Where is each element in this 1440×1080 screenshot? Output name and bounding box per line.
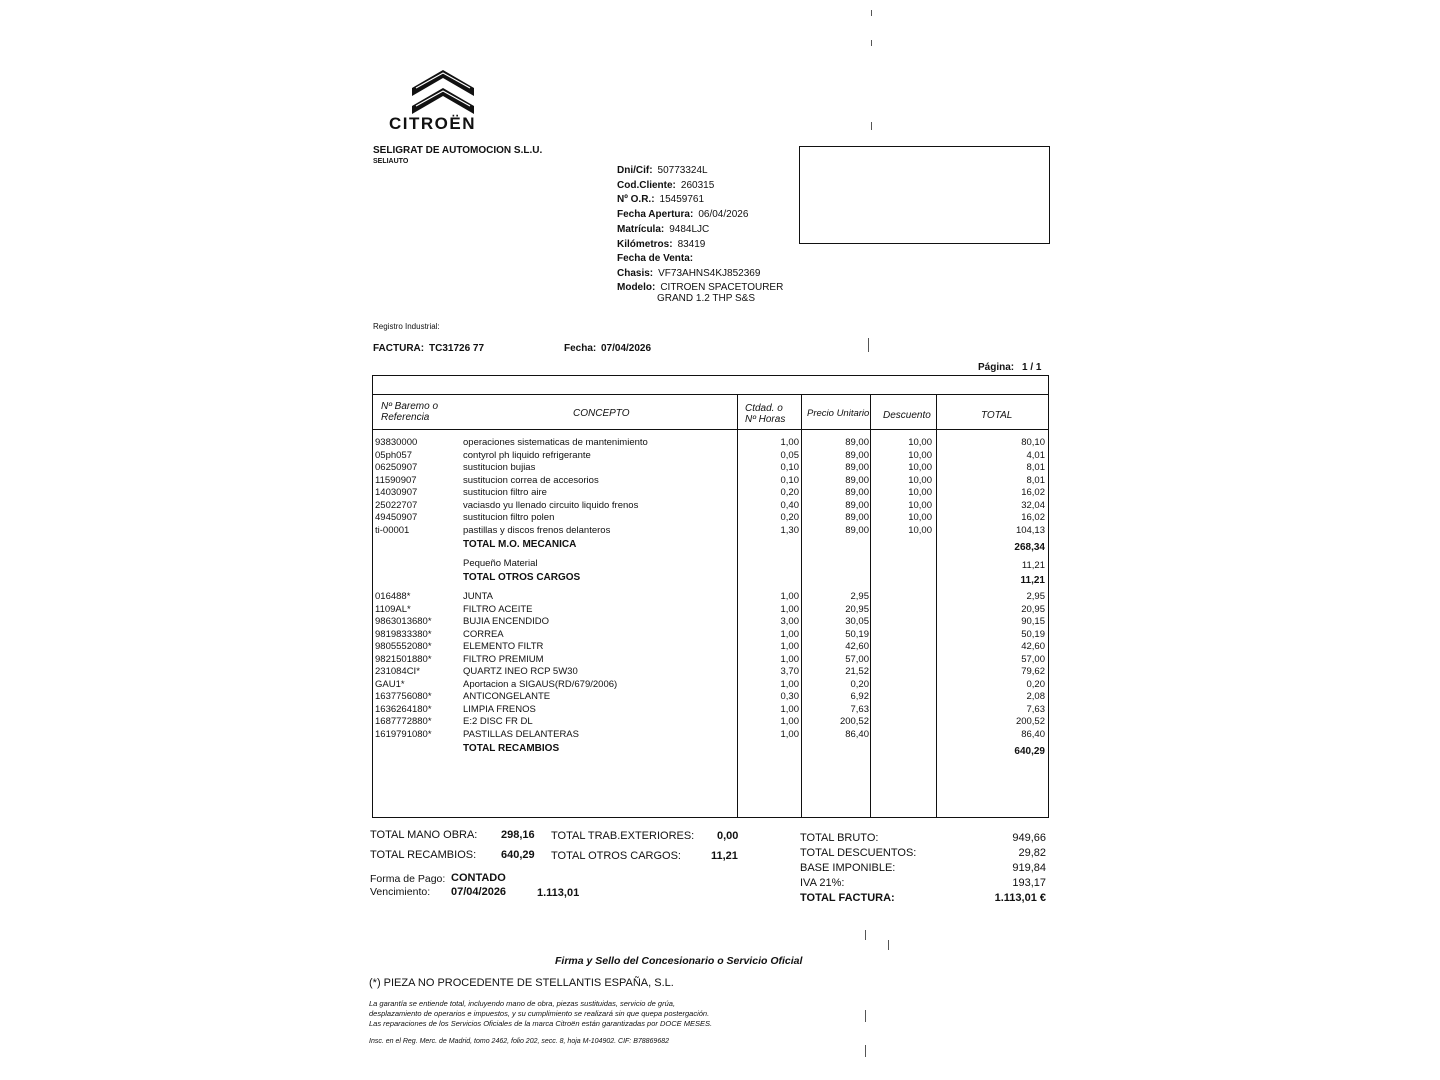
info-row: Fecha de Venta: (617, 253, 694, 265)
signature-title: Firma y Sello del Concesionario o Servicio Oficial (555, 955, 803, 967)
payment-method: CONTADO (451, 872, 506, 884)
citroen-logo-icon (408, 58, 478, 114)
summary-value: 11,21 (711, 850, 738, 862)
info-row: Fecha Apertura: 06/04/2026 (617, 209, 749, 221)
table-row: 1636264180* LIMPIA FRENOS 1,00 7,63 7,63 (375, 703, 1045, 715)
table-row: 231084CI* QUARTZ INEO RCP 5W30 3,70 21,52 79,62 (375, 666, 1045, 677)
due-date: 07/04/2026 (451, 886, 507, 898)
info-row: Matrícula: 9484LJC (617, 223, 710, 235)
page-label: Página: (978, 362, 1015, 373)
subtotal-row: TOTAL M.O. MECANICA 268,34 (463, 539, 1045, 553)
header-qty: Ctdad. o Nº Horas (745, 403, 786, 425)
registry-text: Insc. en el Reg. Merc. de Madrid, tomo 2462, folio 202, secc. 8, hoja M-104902. CIF: B78869682 (369, 1038, 670, 1045)
due-label: Vencimiento: (370, 886, 431, 898)
header-unit-price: Precio Unitario (807, 408, 870, 419)
info-row: Kilómetros: 83419 (617, 238, 706, 250)
info-row: Modelo: CITROEN SPACETOURER (617, 281, 784, 293)
page-number: 1 / 1 (1022, 362, 1042, 373)
info-row: Chasis: VF73AHNS4KJ852369 (617, 267, 761, 279)
info-row: GRAND 1.2 THP S&S (657, 292, 755, 304)
table-row: 016488* JUNTA 1,00 2,95 2,95 (375, 591, 1045, 602)
invoice-date: 07/04/2026 (601, 343, 652, 354)
header-discount: Descuento (883, 410, 931, 421)
table-row: 1687772880* E:2 DISC FR DL 1,00 200,52 200,52 (375, 716, 1045, 727)
brand-wordmark: CITROËN (389, 114, 476, 133)
subtotal-row: TOTAL RECAMBIOS 640,29 (463, 743, 1045, 757)
total-invoice-label: TOTAL FACTURA: (800, 892, 895, 904)
table-row: ti-00001 pastillas y discos frenos delanteros 1,30 89,00 10,00 104,13 (375, 524, 1045, 536)
summary-label: TOTAL RECAMBIOS: (370, 849, 477, 861)
table-row: 93830000 operaciones sistematicas de mantenimiento 1,00 89,00 10,00 80,10 (375, 437, 1045, 448)
scan-mark (865, 1010, 866, 1022)
company-name: SELIGRAT DE AUTOMOCION S.L.U. (373, 145, 543, 156)
summary-value: 29,82 (1018, 847, 1046, 859)
header-total: TOTAL (981, 410, 1013, 421)
info-row: Cod.Cliente: 260315 (617, 179, 715, 191)
table-row: 05ph057 contyrol ph liquido refrigerante 0,05 89,00 10,00 4,01 (375, 449, 1045, 461)
summary-label: TOTAL MANO OBRA: (370, 829, 478, 841)
table-row: 11590907 sustitucion correa de accesorios 0,10 89,00 10,00 8,01 (375, 474, 1045, 486)
scan-mark (888, 940, 889, 950)
company-subname: SELIAUTO (373, 158, 409, 165)
summary-value: 919,84 (1012, 862, 1046, 874)
summary-label: TOTAL BRUTO: (800, 832, 879, 844)
table-row: 06250907 sustitucion bujias 0,10 89,00 10,00 8,01 (375, 462, 1045, 473)
info-row: Nº O.R.: 15459761 (617, 194, 705, 206)
table-row: 9863013680* BUJIA ENCENDIDO 3,00 30,05 90,15 (375, 616, 1045, 627)
summary-label: TOTAL TRAB.EXTERIORES: (551, 830, 695, 842)
summary-value: 0,00 (717, 830, 739, 842)
vehicle-info (617, 164, 783, 304)
table-row: Pequeño Material 11,21 (463, 558, 1045, 571)
due-amount: 1.113,01 (537, 887, 580, 899)
summary-value: 640,29 (501, 849, 535, 861)
table-row: 1619791080* PASTILLAS DELANTERAS 1,00 86,40 86,40 (375, 728, 1045, 740)
total-invoice-value: 1.113,01 € (994, 892, 1046, 904)
warranty-text: La garantía se entiende total, incluyendo mano de obra, piezas sustituidas, servicio de grúa, desplazamiento de operarios e impuestos, y su cumplimiento se realizará sin que quepa postergación. Las reparaciones de los Servicios Oficiales de la marca Citroën están garantizadas por DOCE MESES. (369, 999, 713, 1028)
info-row: Dni/Cif: 50773324L (617, 165, 708, 176)
address-box (799, 146, 1050, 244)
invoice-label: FACTURA: (373, 343, 425, 354)
scan-mark (871, 122, 872, 130)
invoice-number: TC31726 77 (429, 343, 485, 354)
scan-mark (871, 10, 872, 16)
table-row: 9805552080* ELEMENTO FILTR 1,00 42,60 42,60 (375, 641, 1045, 652)
table-row: 9819833380* CORREA 1,00 50,19 50,19 (375, 628, 1045, 640)
summary-label: TOTAL DESCUENTOS: (800, 847, 917, 859)
summary-value: 193,17 (1012, 877, 1046, 889)
table-row: 1109AL* FILTRO ACEITE 1,00 20,95 20,95 (375, 603, 1045, 615)
scan-mark (868, 338, 869, 352)
summary-label: BASE IMPONIBLE: (800, 862, 896, 874)
table-row: 9821501880* FILTRO PREMIUM 1,00 57,00 57,00 (375, 653, 1045, 665)
table-row: GAU1* Aportacion a SIGAUS(RD/679/2006) 1,00 0,20 0,20 (375, 678, 1045, 690)
table-row: 1637756080* ANTICONGELANTE 0,30 6,92 2,08 (375, 691, 1045, 702)
summary-value: 949,66 (1012, 832, 1046, 844)
invoice-date-label: Fecha: (564, 343, 597, 354)
payment-label: Forma de Pago: (370, 873, 446, 885)
summary-label: IVA 21%: (800, 877, 845, 889)
table-row: 25022707 vaciasdo yu llenado circuito liquido frenos 0,40 89,00 10,00 32,04 (375, 499, 1045, 511)
subtotal-row: TOTAL OTROS CARGOS 11,21 (463, 572, 1045, 586)
header-concept: CONCEPTO (573, 408, 630, 419)
scan-mark (871, 40, 872, 46)
summary-value: 298,16 (501, 829, 535, 841)
table-row: 49450907 sustitucion filtro polen 0,20 89,00 10,00 16,02 (375, 512, 1045, 523)
scan-mark (865, 930, 866, 940)
parts-note: (*) PIEZA NO PROCEDENTE DE STELLANTIS ESPAÑA, S.L. (369, 977, 674, 989)
header-ref: Nº Baremo o Referencia (381, 401, 439, 423)
table-row: 14030907 sustitucion filtro aire 0,20 89,00 10,00 16,02 (375, 487, 1045, 498)
summary-label: TOTAL OTROS CARGOS: (551, 850, 681, 862)
registro-label: Registro Industrial: (373, 322, 440, 331)
scan-mark (865, 1045, 866, 1057)
